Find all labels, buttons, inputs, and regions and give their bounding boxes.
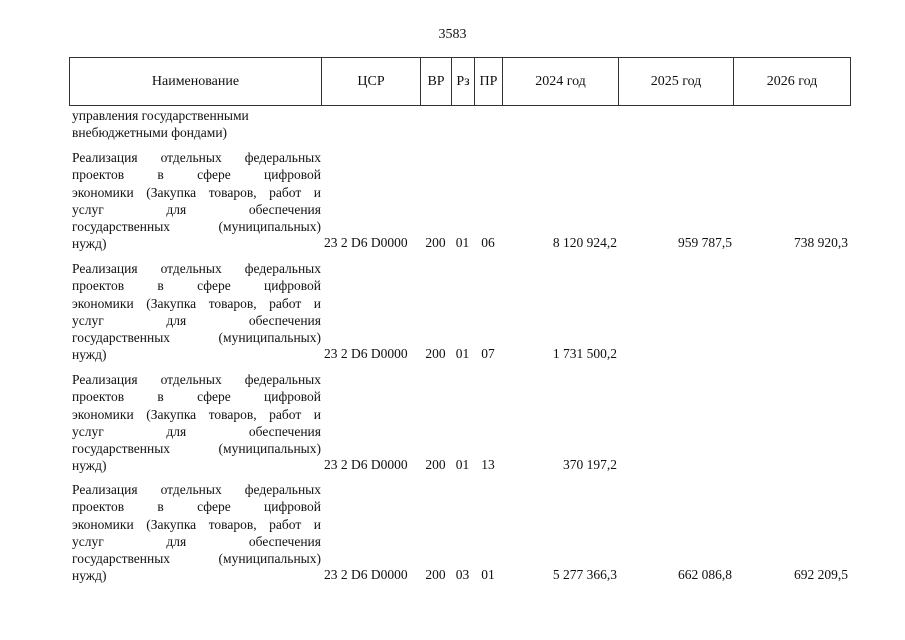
desc-line: услуг для обеспечения <box>72 312 321 328</box>
cell-csr: 23 2 D6 D0000 <box>324 567 408 582</box>
cell-2025: 662 086,8 <box>678 567 732 582</box>
row-values <box>321 346 851 363</box>
row-values <box>321 567 851 584</box>
desc-line: Реализация отдельных федеральных <box>72 150 321 165</box>
cell-vr: 200 <box>425 567 446 582</box>
desc-line: Реализация отдельных федеральных <box>72 372 321 387</box>
desc-line: Реализация отдельных федеральных <box>72 482 321 497</box>
cell-pr: 01 <box>481 567 495 582</box>
desc-line: экономики (Закупка товаров, работ и <box>72 184 321 200</box>
row-description <box>72 481 321 585</box>
desc-line: проектов в сфере цифровой <box>72 499 321 515</box>
desc-line: внебюджетными фондами) <box>72 125 228 141</box>
cell-2024: 1 731 500,2 <box>552 346 617 361</box>
cell-rz: 01 <box>455 457 470 472</box>
desc-line: проектов в сфере цифровой <box>72 389 321 405</box>
desc-line: нужд) <box>72 568 107 584</box>
desc-line: нужд) <box>72 347 107 363</box>
desc-line: государственных (муниципальных) <box>72 441 321 457</box>
cell-2024: 8 120 924,2 <box>552 235 617 250</box>
cell-csr: 23 2 D6 D0000 <box>324 457 408 472</box>
cell-rz: 01 <box>455 235 470 250</box>
desc-line: государственных (муниципальных) <box>72 551 321 567</box>
cell-pr: 07 <box>481 346 495 361</box>
desc-line: проектов в сфере цифровой <box>72 167 321 183</box>
desc-line: услуг для обеспечения <box>72 533 321 549</box>
desc-line: нужд) <box>72 458 107 474</box>
header-2024: 2024 год <box>503 58 619 105</box>
cell-2025 <box>618 346 733 363</box>
header-rz: Рз <box>452 58 475 105</box>
cell-2026 <box>733 457 849 474</box>
desc-line: экономики (Закупка товаров, работ и <box>72 295 321 311</box>
cell-2024: 5 277 366,3 <box>552 567 617 582</box>
cell-csr: 23 2 D6 D0000 <box>324 235 408 250</box>
cell-2025 <box>618 457 733 474</box>
header-2025: 2025 год <box>619 58 734 105</box>
desc-line: услуг для обеспечения <box>72 423 321 439</box>
row-description <box>72 260 321 364</box>
row-values <box>321 235 851 252</box>
row-description <box>72 149 321 253</box>
cell-pr: 06 <box>481 235 495 250</box>
desc-line: Реализация отдельных федеральных <box>72 261 321 276</box>
cell-2026 <box>733 346 849 363</box>
cell-csr: 23 2 D6 D0000 <box>324 346 408 361</box>
row-description <box>72 371 321 475</box>
desc-line: услуг для обеспечения <box>72 201 321 217</box>
row-values <box>321 457 851 474</box>
header-name: Наименование <box>70 58 322 105</box>
desc-line: нужд) <box>72 236 107 252</box>
desc-line: государственных (муниципальных) <box>72 219 321 235</box>
header-pr: ПР <box>475 58 503 105</box>
header-2026: 2026 год <box>766 73 818 89</box>
table-header <box>69 57 851 106</box>
cell-rz: 01 <box>455 346 470 361</box>
cell-vr: 200 <box>425 457 446 472</box>
header-csr: ЦСР <box>322 58 421 105</box>
cell-2024: 370 197,2 <box>563 457 617 472</box>
cell-2026: 738 920,3 <box>794 235 848 250</box>
continuation-text <box>72 107 321 142</box>
page-number: 3583 <box>438 27 467 42</box>
cell-rz: 03 <box>455 567 470 582</box>
desc-line: экономики (Закупка товаров, работ и <box>72 516 321 532</box>
cell-vr: 200 <box>425 235 446 250</box>
desc-line: проектов в сфере цифровой <box>72 278 321 294</box>
cell-vr: 200 <box>425 346 446 361</box>
cell-2025: 959 787,5 <box>678 235 732 250</box>
cell-2026: 692 209,5 <box>794 567 848 582</box>
desc-line: государственных (муниципальных) <box>72 330 321 346</box>
desc-line: экономики (Закупка товаров, работ и <box>72 406 321 422</box>
desc-line: управления государственными <box>72 108 249 123</box>
cell-pr: 13 <box>481 457 495 472</box>
header-vr: ВР <box>421 58 452 105</box>
